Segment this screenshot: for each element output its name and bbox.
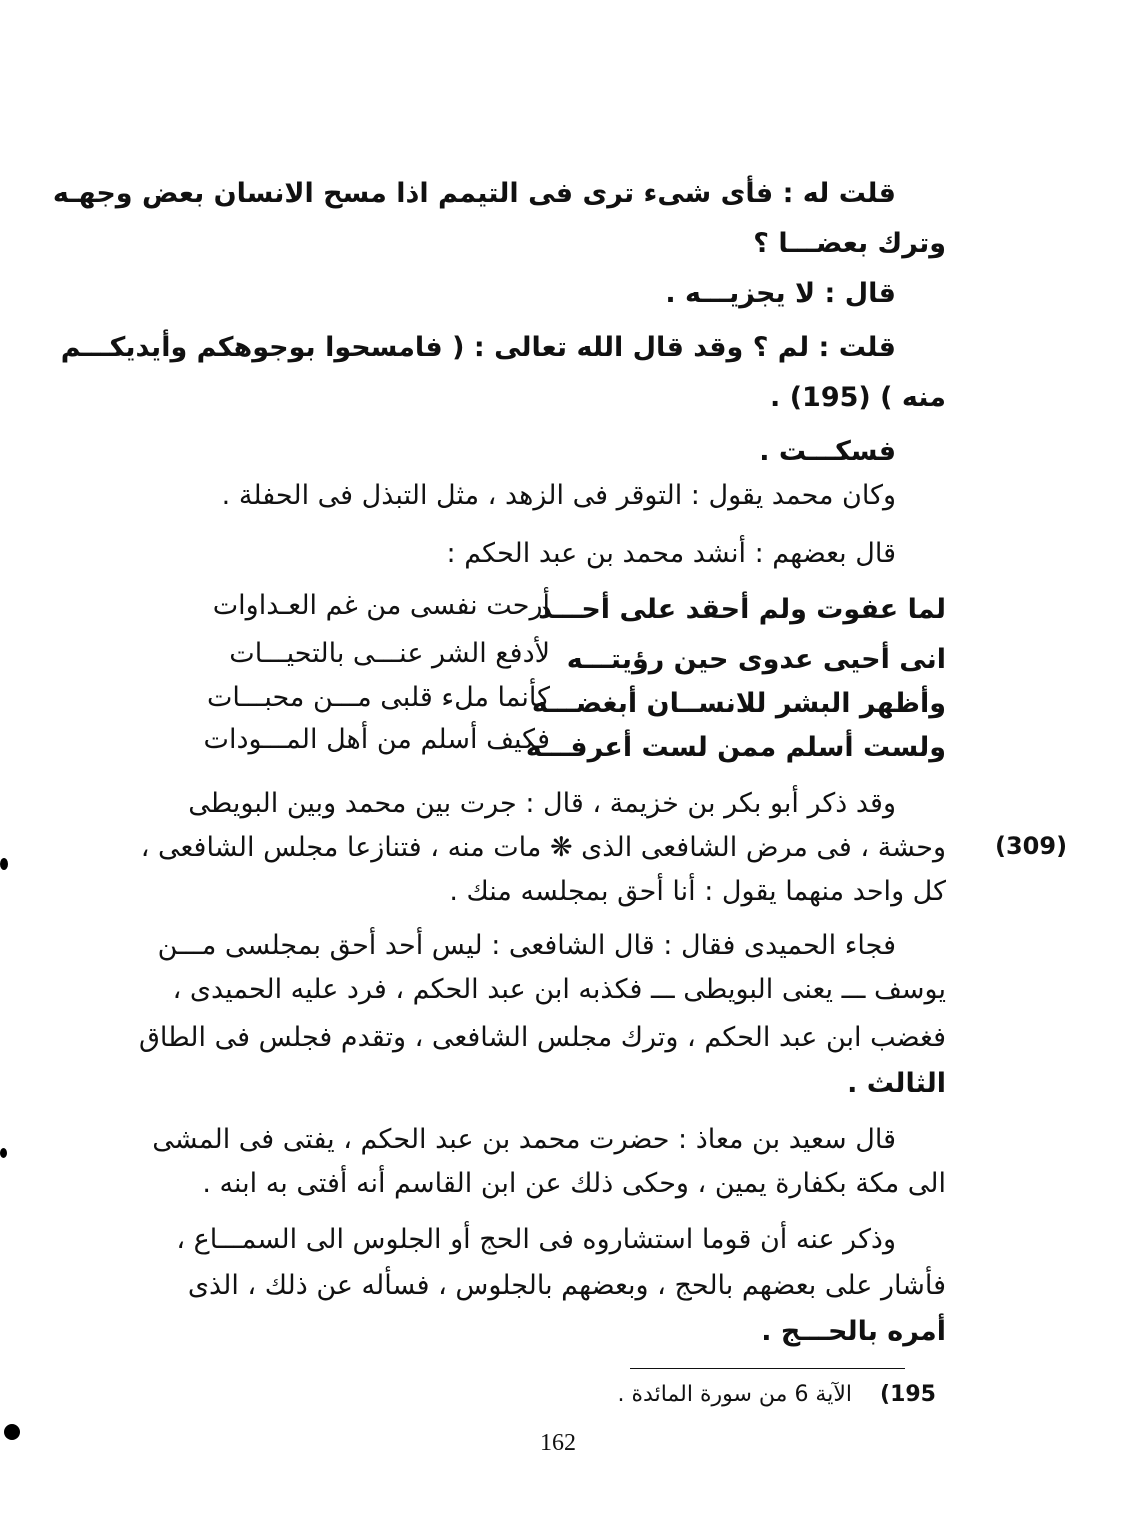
text-line: وقد ذكر أبو بكر بن خزيمة ، قال : جرت بين محمد وبين البويطى [188,788,896,819]
text-line: وحشة ، فى مرض الشافعى الذى ❋ مات منه ، فتنازعا مجلس الشافعى ، [140,832,946,863]
text-line: فغضب ابن عبد الحكم ، وترك مجلس الشافعى ، وتقدم فجلس فى الطاق [138,1022,946,1053]
text-line: الثالث . [847,1068,946,1099]
verse-second-hemistich: كأنما ملء قلبى مـــن محبـــات [206,682,550,713]
footnote-number: 195) [880,1382,936,1407]
text-line: كل واحد منهما يقول : أنا أحق بمجلسه منك . [449,876,946,907]
text-line: وكان محمد يقول : التوقر فى الزهد ، مثل التبذل فى الحفلة . [221,480,896,511]
text-line: قلت : لم ؟ وقد قال الله تعالى : ( فامسحوا بوجوهكم وأيديكـــم [60,332,896,363]
text-line: منه ) (195) . [770,382,946,413]
verse-second-hemistich: لأدفع الشر عنـــى بالتحيـــات [229,638,550,669]
text-line: فجاء الحميدى فقال : قال الشافعى : ليس أحد أحق بمجلسى مـــن [157,930,896,961]
text-line: وذكر عنه أن قوما استشاروه فى الحج أو الجلوس الى السمـــاع ، [176,1224,896,1255]
scan-speck [0,858,8,870]
text-line: قلت له : فأى شىء ترى فى التيمم اذا مسح الانسان بعض وجهـه [52,178,896,209]
text-line: يوسف ـــ يعنى البويطى ـــ فكذبه ابن عبد الحكم ، فرد عليه الحميدى ، [172,974,946,1005]
verse-first-hemistich: انى أحيى عدوى حين رؤيتـــه [566,644,946,675]
text-line: فأشار على بعضهم بالحج ، وبعضهم بالجلوس ، فسأله عن ذلك ، الذى [187,1270,946,1301]
text-line: وترك بعضـــا ؟ [753,228,946,259]
page-number: 162 [540,1430,576,1456]
footnote [536,1378,936,1412]
scan-speck [4,1424,20,1440]
verse-first-hemistich: وأظهر البشر للانســان أبغضـــه [531,688,946,719]
footnote-text: الآية 6 من سورة المائدة . [617,1382,853,1407]
footnote-divider [630,1368,905,1369]
text-line: قال سعيد بن معاذ : حضرت محمد بن عبد الحكم ، يفتى فى المشى [152,1124,896,1155]
text-line: قال بعضهم : أنشد محمد بن عبد الحكم : [446,538,896,569]
text-line: أمره بالحـــج . [761,1316,946,1347]
verse-first-hemistich: لما عفوت ولم أحقد على أحـــد [538,594,946,625]
text-line: قال : لا يجزيـــه . [665,278,896,309]
verse-second-hemistich: فكيف أسلم من أهل المـــودات [203,724,550,755]
verse-second-hemistich: أرحت نفسى من غم العـداوات [212,590,550,621]
verse-first-hemistich: ولست أسلم ممن لست أعرفـــه [525,732,946,763]
text-line: فسكـــت . [759,436,896,467]
scan-speck [0,1148,7,1158]
marginal-number: (309) [995,832,1068,860]
text-line: الى مكة بكفارة يمين ، وحكى ذلك عن ابن القاسم أنه أفتى به ابنه . [202,1168,946,1199]
